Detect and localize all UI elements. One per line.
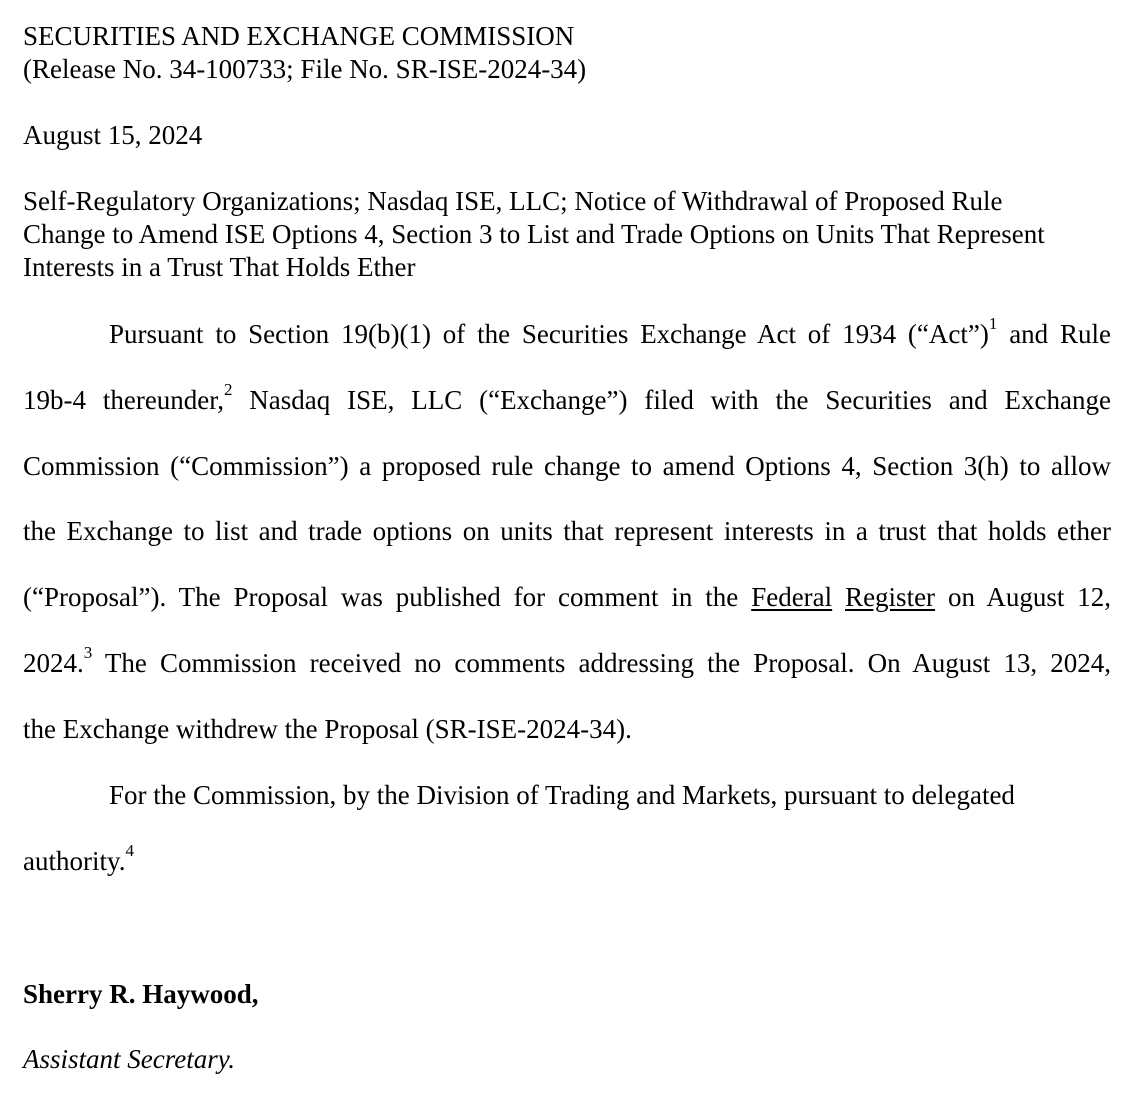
signatory-name: Sherry R. Haywood, xyxy=(23,979,259,1009)
federal-register-title: Federal xyxy=(751,582,833,612)
paragraph-1-line-1 xyxy=(23,314,1112,351)
paragraph-2-line-2 xyxy=(23,841,134,878)
subject-line-3: Interests in a Trust That Holds Ether xyxy=(23,252,416,282)
paragraph-text: (“Proposal”). The Proposal was published for comment in the xyxy=(23,582,752,612)
paragraph-1-line-2 xyxy=(23,380,1111,417)
footnote-ref-1[interactable]: 1 xyxy=(988,314,998,333)
release-date: August 15, 2024 xyxy=(23,120,203,150)
paragraph-text: 2024. xyxy=(23,648,84,678)
paragraph-text: authority. xyxy=(23,846,126,876)
paragraph-1-line-6 xyxy=(23,643,1111,680)
release-number: (Release No. 34-100733; File No. SR-ISE-2024-34) xyxy=(23,54,587,84)
document-header xyxy=(23,20,586,86)
paragraph-text: The Commission received no comments addressing the Proposal. On August 13, 2024, xyxy=(92,648,1111,678)
paragraph-text: 19b-4 thereunder, xyxy=(23,385,224,415)
paragraph-text: on August 12, xyxy=(935,582,1112,612)
federal-register-title: Register xyxy=(845,582,936,612)
paragraph-1-line-3: Commission (“Commission”) a proposed rule change to amend Options 4, Section 3(h) to allow xyxy=(23,451,1111,481)
paragraph-text: Nasdaq ISE, LLC (“Exchange”) filed with the Securities and Exchange xyxy=(232,385,1111,415)
footnote-ref-2[interactable]: 2 xyxy=(223,380,233,399)
subject-heading xyxy=(23,185,1121,284)
agency-name: SECURITIES AND EXCHANGE COMMISSION xyxy=(23,21,575,51)
paragraph-text: Pursuant to Section 19(b)(1) of the Securities Exchange Act of 1934 (“Act”) xyxy=(109,319,989,349)
subject-line-2: Change to Amend ISE Options 4, Section 3 to List and Trade Options on Units That Represent xyxy=(23,219,1045,249)
paragraph-text: and Rule xyxy=(997,319,1112,349)
paragraph-1-line-7: the Exchange withdrew the Proposal (SR-ISE-2024-34). xyxy=(23,714,632,744)
signatory-title: Assistant Secretary. xyxy=(23,1044,235,1074)
footnote-ref-3[interactable]: 3 xyxy=(83,643,93,662)
footnote-ref-4[interactable]: 4 xyxy=(125,841,134,860)
paragraph-1-line-5 xyxy=(23,581,1111,614)
subject-line-1: Self-Regulatory Organizations; Nasdaq ISE, LLC; Notice of Withdrawal of Proposed Rule xyxy=(23,186,1003,216)
paragraph-2-line-1: For the Commission, by the Division of Trading and Markets, pursuant to delegated xyxy=(109,780,1015,810)
paragraph-1-line-4: the Exchange to list and trade options on units that represent interests in a trust that holds ether xyxy=(23,516,1111,546)
